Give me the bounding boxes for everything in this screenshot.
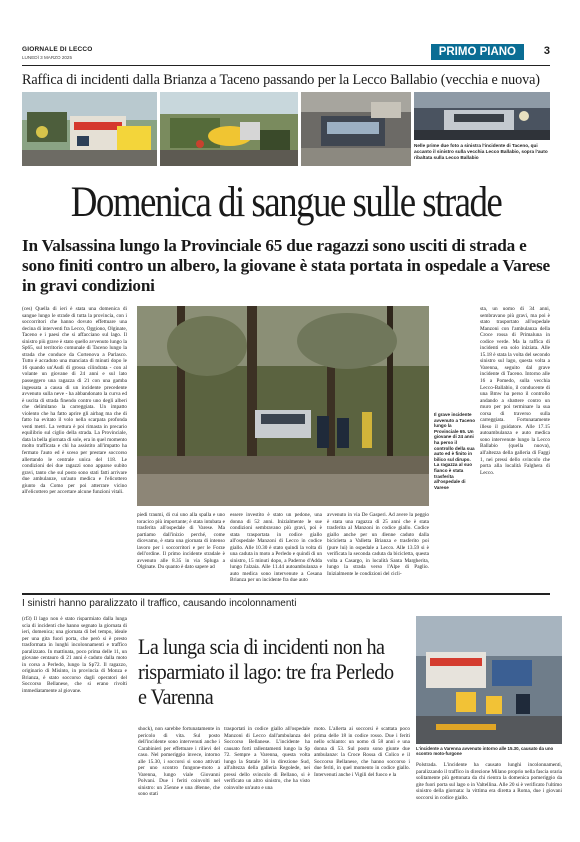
- second-article-column-3: trasportati in codice giallo all'ospedale Manzoni di Lecco dall'ambulanza del Soccorso Bellanese. L'incidente ha causato forti rallentamenti lungo la Sp 72. Sempre a Varenna, questa volta lungo la Statale 36 in direzione Sud, all'altezza della galleria Regolede, nei pressi dello svincolo di Bellano, si è verificato un altro sinistro, che ha visto coinvolte un'auto e una: [224, 726, 310, 791]
- page-number: 3: [543, 45, 550, 57]
- photo-rescue-helicopter: [22, 92, 157, 166]
- subheadline: In Valsassina lungo la Provinciale 65 due ragazzi sono usciti di strada e sono finiti contro un albero, la giovane è stata portata in ospedale a Varese in gravi condizioni: [22, 236, 550, 295]
- photo-ballabio-crash: [414, 92, 550, 140]
- section-tag: PRIMO PIANO: [431, 44, 524, 60]
- article-column-3: essere investito è stato un pedone, una donna di 52 anni. Inizialmente le sue condizioni sembravano più gravi, poi è stata trasportata in codice giallo all'ospedale Manzoni di Lecco in codice giallo. Alle 10.30 è stato quindi la volta di una caduta in moto a Perledo e quindi di un sinistro, 15 minuti dopo, a Paderno d'Adda lungo l'alzaia. Alle 11.44 autoambulanza e auto medica sono intervenute a Cesana Brianza per un incidente fra due auto: [230, 512, 322, 584]
- second-photo-caption: L'incidente a Varenna avvenuto intorno alle 15.30, causato da uno scontro moto-furgone: [416, 746, 554, 757]
- photo-varenna-crash: [416, 616, 562, 744]
- newspaper-name: GIORNALE DI LECCO: [22, 46, 93, 53]
- kicker: Raffica di incidenti dalla Brianza a Taceno passando per la Lecco Ballabio (vecchia e nuova): [22, 72, 540, 88]
- photo-car-in-ravine: [137, 306, 429, 506]
- second-article-column-2: shock), non sarebbe fortunatamente in pericolo di vita. Sul posto dell'incidente sono intervenuti anche i Carabinieri per effettuare i rilievi del caso. Nel pomeriggio invece, intorno alle 15.30, i soccorsi si sono attivati per uno scontro fungone-moto a Varenna, lungo viale Giovanni Polvani. Due i feriti coinvolti nel sinistro: un 25enne e una 48enne, che sono stati: [138, 726, 220, 798]
- article-column-4: avvenuto in via De Gasperi. Ad avere la peggio è stata una ragazza di 25 anni che è stata trasferita al Manzoni in codice giallo. Codice giallo anche per un 4lenne caduto dalla bicicletta a Valletta Brianza e trasferito poi (pure lui) in ospedale a Lecco. Alle 13.59 si è verificata la seconda caduta da bicicletta, questa volta a Casargo, in località Santa Margherita, lungo la strada verso l'Alpe di Paglio. Inizialmente le condizioni del cicli-: [327, 512, 429, 577]
- second-article-column-5: Polstrada. L'incidente ha causato lunghi incolonnamenti, paralizzando il traffico in direzione Milano proprio nella fascia oraria solitamente più gettonata da chi rientra la domenica pomeriggio da gite fuori porta sul lago o in Valtellina. Alle 20 si è verificato l'ultimo sinistro della giornata: la vittima era diretta a Roma, due i giovani soccorsi in codice giallo.: [416, 762, 562, 801]
- section-divider: [22, 593, 550, 595]
- photo-taceno-crash: [160, 92, 298, 166]
- second-article-title: La lunga scia di incidenti non ha risparmiato il lago: tre fra Perledo e Varenna: [138, 634, 394, 709]
- page-header: [22, 44, 550, 66]
- article-column-2: piedi traumi, di cui uno alla spalla e uno toracico più importante; è stata intubata e trasferita all'ospedale di Varese. Ma partiamo dall'inizio perché, come dicevamo, è stata una giornata di intenso lavoro per i soccorritori e per le Forze dell'ordine. Il primo incidente stradale è avvenuto alle 8.35 in via Spluga a Olginate. Du quanto è dato sapere ad: [137, 512, 225, 571]
- second-article-column-4: moto. L'allerta ai soccorsi è scattata poco prima delle 18 in codice rosso. Due i feriti nello schianto: un uomo di 58 anni e una donna di 53. Sul posto sono giunte due ambulanze: la Croce Rossa di Colico e il Soccorso Bellanese, che hanno soccorso i due feriti, in quel momento in codice giallo. Intervenuti anche i Vigili del fuoco e la: [314, 726, 410, 778]
- article-column-1: (ces) Quella di ieri è stata una domenica di sangue lungo le strade di tutta la provincia, con i soccorritori che hanno dovuto effettuare una decina di interventi fra Lecco, Oggiono, Olginate, Taceno e i paesi che si affacciano sul lago. Il sinistro più grave è stato quello avvenuto lungo la Sp65, sul territorio comunale di Taceno lungo la strada che conduce da Cortenova a Parlasco. Tutto è accaduto una manciata di minuti dopo le 16 quando un'Audi di grossa cilindrata - con al volante un giovane di 24 anni e sul lato passeggero una ragazza di 21 con una gamba ingessata a causa di un incidente precedente avvenuto sulla neve - ha abbandonato la curva ed è uscita di strada finendo contro uno degli alberi che delimitano la carreggiata. Un impatto violento che ha fatto aprire gli airbag ma che di fatto ha evitato il volo nella scarpata profonda venti metri. La vettura è poi rimasta in precario equilibrio sul ciglio della strada. La Provinciale, data la bella giornata di sole, era in quel momento molto trafficata e chi ha assistito all'impatto ha fermato l'auto ed è sceso per prestare soccorso allertando le centrale unica del 118. Le condizioni dei due ragazzi sono apparse subito gravi, tanto che sul posto sono stati fatti arrivare due ambulanze, un'auto medica e l'elicottero giunto da Como per poi atterrare vicino all'elicottero per accertare alcune funzioni vitali.: [22, 306, 127, 496]
- issue-date: LUNEDÌ 3 MARZO 2025: [22, 55, 73, 60]
- headline: Domenica di sangue sulle strade: [70, 179, 502, 226]
- second-article-column-1: (rf3) Il lago non è stato risparmiato dalla lunga scia di incidenti che hanno segnato la giornata di ieri, domenica; una giornata di bel tempo, ideale per una gita fuori porta, che però si è presto trasformata in lunghi incolonnamenti e traffico paralizzato. In mattinata, poco prima delle 11, un giovane centauro di 21 anni è caduto dalla moto in corsa a Perledo, lungo la Sp72. Il ragazzo, originario di Misinto, in provincia di Monza e Brianza, è stato soccorso dagli operatori del Soccorso Bellanese, che si erano rivolti immediatamente al giovane.: [22, 616, 127, 695]
- article-column-5: sta, un uomo di 34 anni, sembravano più gravi, ma poi è stato trasportato all'ospedale Manzoni con l'ambulanza della Croce rossa di Primaluna in codice verde. Ma la raffica di incidenti era solo iniziata. Alle 15.18 è stata la volta del secondo sinistro sul lago, questa volta a Varenna, seguito dal grave incidente di Taceno. Intorno alle 16 a Pomedo, sulla vecchia Lecco-Ballabio, il conducente di una Bmw ha perso il controllo andando a sbattere contro un muro per poi terminare la sua corsa di traverso sulla carreggiata. Fortunatamente illeso il guidatore. Alle 17.15 autoambulanza e auto medica sono intervenute lungo la Lecco Ballabio (quella nuova), all'altezza della galleria di Faggi 1, nei pressi dello svincolo che porta alla località Falghera di Lecco.: [480, 306, 550, 476]
- main-photo-caption: Il grave incidente avvenuto a Taceno lungo la Provinciale 65. Un giovane di 24 anni ha perso il controllo della sua auto ed è finito in bilico sul dirupo. La ragazza al suo fianco è stata trasferita all'ospedale di Varese: [434, 412, 476, 490]
- photo-overturned-car: [301, 92, 411, 166]
- second-section-title: I sinistri hanno paralizzato il traffico, causando incolonnamenti: [22, 598, 297, 609]
- top-photo-caption: Nelle prime due foto a sinistra l'incidente di Taceno, qui accanto il sinistro sulla vecchia Lecco Ballabio, sopra l'auto ribaltata sulla Lecco Ballabio: [414, 143, 548, 160]
